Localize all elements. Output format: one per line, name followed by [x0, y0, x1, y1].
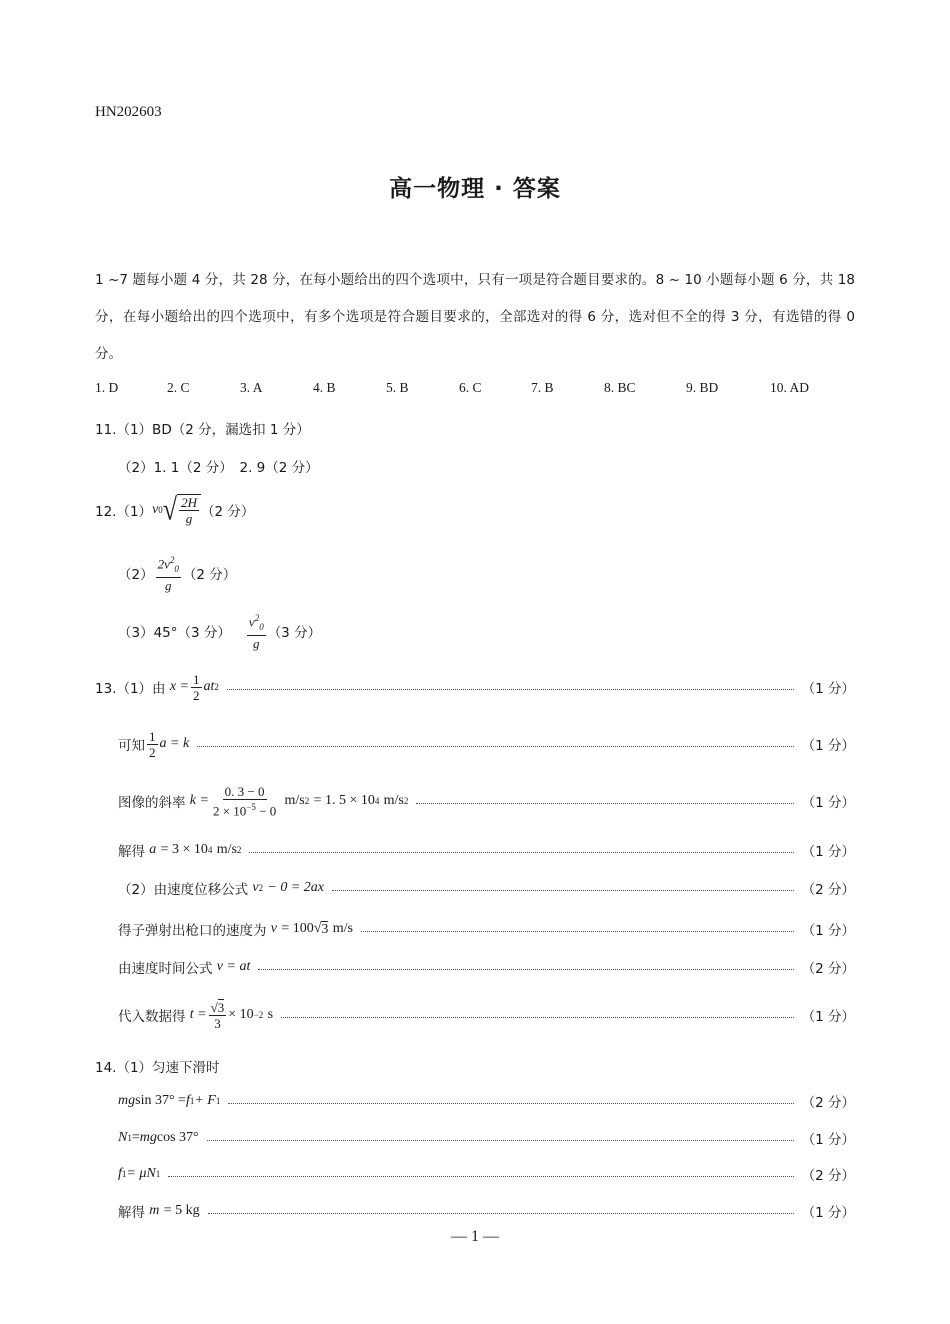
q12-part1-points: （2 分）	[200, 504, 255, 520]
answer-7: 7. B	[531, 380, 554, 395]
answer-9: 9. BD	[686, 380, 719, 395]
q13-row-3: 图像的斜率 k = $\frac{0. 3 - 0}{2 \times 10^{-5} - 0}$ m/s 2 = 1. 5 × 10 4 m/s 2 （1 分）	[118, 783, 855, 819]
q12-part2-prefix: （2）	[118, 566, 154, 583]
page-number: — 1 —	[451, 1228, 499, 1245]
q12-part1-v: v	[152, 502, 159, 517]
q12-part1-sqrt: √ $\frac{2H}{g}$	[163, 494, 201, 526]
q12-part1	[95, 494, 254, 526]
leader-dots	[227, 689, 794, 690]
answer-10: 10. AD	[770, 380, 810, 395]
document-code: HN202603	[95, 104, 162, 120]
leader-dots	[208, 1213, 794, 1214]
q13-row-2: 可知 $\frac{1}{2}$ a = k （1 分）	[118, 728, 855, 760]
answer-5: 5. B	[386, 380, 409, 395]
answer-4: 4. B	[313, 380, 336, 395]
q13-row-8: 代入数据得 t = $\frac{√3}{3}$ × 10 −2 s （1 分）	[118, 999, 855, 1031]
q12-part3-prefix: （3）45°（3 分）	[118, 624, 231, 641]
answer-2: 2. C	[167, 380, 190, 395]
q12-part2-frac: $\frac{2v^2_0}{g}$	[157, 555, 179, 593]
leader-dots	[197, 746, 793, 747]
q14-row-1: mg sin 37° = f 1 + F 1 （2 分）	[118, 1093, 855, 1111]
q14-row-3: f 1 = μN 1 （2 分）	[118, 1166, 855, 1184]
q12-part2	[118, 553, 236, 593]
leader-dots	[249, 852, 793, 853]
q12-part3	[118, 611, 321, 651]
q14-row-2: N 1 = mg cos 37° （1 分）	[118, 1130, 855, 1148]
q12-part3-frac: $\frac{v^2_0}{g}$	[248, 613, 264, 651]
scoring-instructions: 1 ~7 题每小题 4 分，共 28 分，在每小题给出的四个选项中，只有一项是符合题目要求的。8 ~ 10 小题每小题 6 分，共 18 分，在每小题给出的四个选项中，有多个选项是符合题目要求的，全部选对的得 6 分，选对但不全的得 3 分，有选错的得 0 分。	[95, 272, 855, 362]
answer-8: 8. BC	[604, 380, 636, 395]
q14-heading: 14.（1）匀速下滑时	[95, 1060, 220, 1076]
leader-dots	[281, 1017, 794, 1018]
q13-row-4: 解得 a = 3 × 10 4 m/s 2 （1 分）	[118, 842, 855, 860]
q12-part3-points: （3 分）	[267, 624, 322, 641]
leader-dots	[207, 1140, 794, 1141]
q14-row-4: 解得 m = 5 kg （1 分）	[118, 1203, 855, 1221]
page-title: 高一物理 · 答案	[389, 176, 561, 202]
q13-row-7: 由速度时间公式 v = at （2 分）	[118, 959, 855, 977]
leader-dots	[332, 890, 794, 891]
q13-row-6: 得子弹射出枪口的速度为 v = 100 √ 3 m/s （1 分）	[118, 921, 855, 939]
leader-dots	[361, 931, 794, 932]
q12-part1-sub: 0	[158, 505, 163, 515]
leader-dots	[416, 803, 793, 804]
q12-part1-prefix: 12.（1）	[95, 504, 153, 520]
leader-dots	[258, 969, 793, 970]
leader-dots	[228, 1103, 793, 1104]
leader-dots	[168, 1176, 793, 1177]
q11-part1: 11.（1）BD（2 分，漏选扣 1 分）	[95, 422, 310, 438]
q12-part1-frac: $\frac{2H}{g}$	[181, 495, 197, 526]
q12-part2-points: （2 分）	[182, 566, 237, 583]
answer-6: 6. C	[459, 380, 482, 395]
answer-3: 3. A	[240, 380, 263, 395]
q13-row-1: 13.（1）由 x = $\frac{1}{2}$ at 2 （1 分）	[95, 671, 855, 703]
answer-1: 1. D	[95, 380, 119, 395]
q11-part2: （2）1. 1（2 分） 2. 9（2 分）	[118, 460, 319, 476]
q13-row-5: （2）由速度位移公式 v 2 − 0 = 2ax （2 分）	[118, 880, 855, 898]
